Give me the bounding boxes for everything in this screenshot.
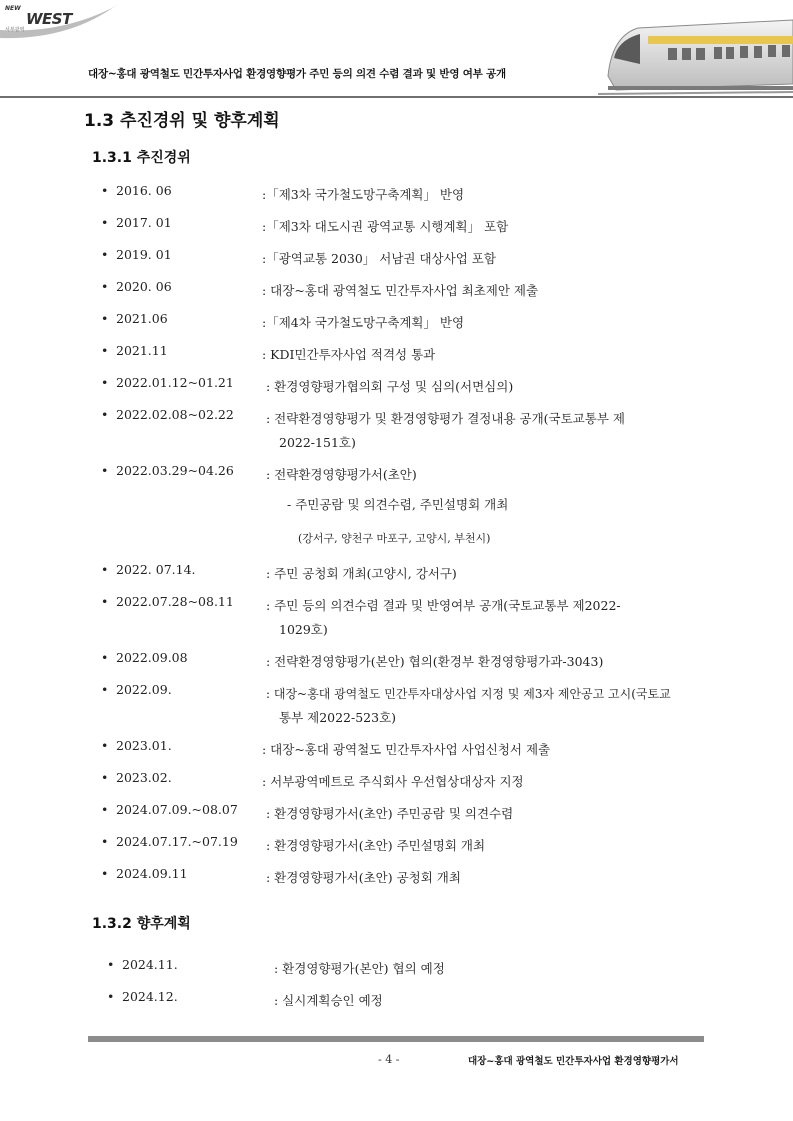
section-title: 1.3 추진경위 및 향후계획 — [84, 111, 280, 131]
history-text: :「제3차 국가철도망구축계획」 반영 — [262, 187, 465, 202]
plan-text: : 실시계획승인 예정 — [274, 993, 383, 1008]
history-date: 2022.01.12~01.21 — [116, 375, 234, 390]
plan-date: 2024.12. — [122, 989, 178, 1004]
footer-title: 대장~홍대 광역철도 민간투자사업 환경영향평가서 — [468, 1056, 679, 1067]
history-text: : 전략환경영향평가(본안) 협의(환경부 환경영향평가과-3043) — [266, 654, 604, 669]
bullet: • — [107, 989, 115, 1004]
history-text-continued: 1029호) — [279, 622, 328, 637]
bullet: • — [101, 834, 109, 849]
bullet: • — [101, 650, 109, 665]
history-date: 2017. 01 — [116, 215, 172, 230]
history-date: 2022.09.08 — [116, 650, 188, 665]
bullet: • — [101, 407, 109, 422]
header-swoosh-graphic — [0, 0, 150, 46]
page-header — [0, 0, 793, 100]
bullet: • — [101, 343, 109, 358]
history-date: 2020. 06 — [116, 279, 172, 294]
bullet: • — [101, 594, 109, 609]
logo-west-text: WEST — [26, 10, 72, 28]
history-text: : 환경영향평가서(초안) 주민공람 및 의견수렴 — [266, 806, 514, 821]
footer-divider — [88, 1036, 704, 1042]
logo-new-text: NEW — [5, 5, 21, 12]
plan-heading: 1.3.2 향후계획 — [92, 916, 191, 932]
train-illustration — [598, 6, 793, 98]
header-divider — [0, 96, 793, 98]
history-text: : 환경영향평가서(초안) 주민설명회 개최 — [266, 838, 486, 853]
history-subitem-regions: (강서구, 양천구 마포구, 고양시, 부천시) — [298, 532, 491, 545]
history-text: : 전략환경영향평가서(초안) — [266, 467, 417, 482]
logo-sub-text: 서부광역 — [5, 27, 25, 33]
history-text: : 서부광역메트로 주식회사 우선협상대상자 지정 — [262, 774, 524, 789]
history-text: : 대장~홍대 광역철도 민간투자사업 사업신청서 제출 — [262, 742, 551, 757]
history-text: : 대장~홍대 광역철도 민간투자대상사업 지정 및 제3자 제안공고 고시(국토교 — [266, 687, 671, 701]
bullet: • — [101, 562, 109, 577]
history-text: : 대장~홍대 광역철도 민간투자사업 최초제안 제출 — [262, 283, 539, 298]
bullet: • — [101, 215, 109, 230]
history-date: 2023.02. — [116, 770, 172, 785]
history-text: : 환경영향평가서(초안) 공청회 개최 — [266, 870, 461, 885]
history-text-continued: 2022-151호) — [279, 435, 356, 450]
bullet: • — [101, 802, 109, 817]
history-text: : 주민 등의 의견수렴 결과 및 반영여부 공개(국토교통부 제2022- — [266, 598, 621, 613]
history-text: :「광역교통 2030」 서남권 대상사업 포함 — [262, 251, 496, 266]
history-text-continued: 통부 제2022-523호) — [279, 710, 397, 725]
bullet: • — [101, 311, 109, 326]
bullet: • — [101, 375, 109, 390]
history-date: 2019. 01 — [116, 247, 172, 262]
history-text: : 환경영향평가협의회 구성 및 심의(서면심의) — [266, 379, 514, 394]
history-date: 2022.02.08~02.22 — [116, 407, 234, 422]
history-date: 2023.01. — [116, 738, 172, 753]
bullet: • — [101, 247, 109, 262]
bullet: • — [101, 866, 109, 881]
history-date: 2021.11 — [116, 343, 168, 358]
plan-date: 2024.11. — [122, 957, 178, 972]
page-number: - 4 - — [378, 1053, 400, 1066]
history-text: : 전략환경영향평가 및 환경영향평가 결정내용 공개(국토교통부 제 — [266, 411, 625, 426]
history-date: 2021.06 — [116, 311, 168, 326]
history-text: :「제3차 대도시권 광역교통 시행계획」 포함 — [262, 219, 509, 234]
bullet: • — [101, 183, 109, 198]
header-title: 대장~홍대 광역철도 민간투자사업 환경영향평가 주민 등의 의견 수렴 결과 및 반영 여부 공개 — [88, 68, 506, 80]
history-date: 2022.03.29~04.26 — [116, 463, 234, 478]
history-text: :「제4차 국가철도망구축계획」 반영 — [262, 315, 465, 330]
bullet: • — [101, 770, 109, 785]
history-date: 2024.07.09.~08.07 — [116, 802, 238, 817]
history-text: : KDI민간투자사업 적격성 통과 — [262, 347, 436, 362]
history-date: 2016. 06 — [116, 183, 172, 198]
bullet: • — [101, 279, 109, 294]
bullet: • — [101, 463, 109, 478]
bullet: • — [101, 738, 109, 753]
bullet: • — [101, 682, 109, 697]
history-text: : 주민 공청회 개최(고양시, 강서구) — [266, 566, 457, 581]
history-heading: 1.3.1 추진경위 — [92, 150, 191, 166]
history-date: 2024.09.11 — [116, 866, 188, 881]
history-date: 2022.07.28~08.11 — [116, 594, 234, 609]
bullet: • — [107, 957, 115, 972]
history-date: 2022.09. — [116, 682, 172, 697]
history-date: 2022. 07.14. — [116, 562, 196, 577]
plan-text: : 환경영향평가(본안) 협의 예정 — [274, 961, 445, 976]
history-subitem: - 주민공람 및 의견수렴, 주민설명회 개최 — [287, 497, 509, 512]
history-date: 2024.07.17.~07.19 — [116, 834, 238, 849]
